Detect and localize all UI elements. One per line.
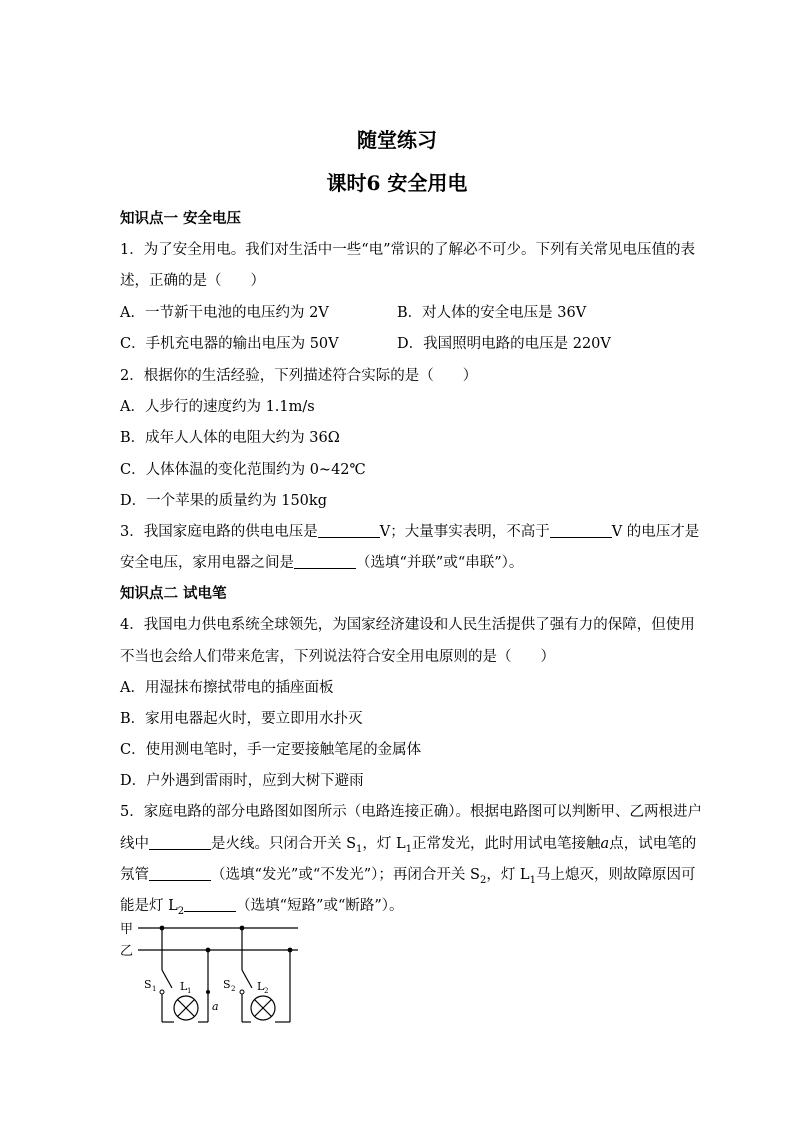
q2-option-c: C．人体体温的变化范围约为 0~42℃ bbox=[120, 462, 366, 478]
q1-option-c: C．手机充电器的输出电压为 50V bbox=[120, 336, 339, 352]
q5-text: ，灯 L bbox=[486, 867, 530, 883]
q2-option-a: A．人步行的速度约为 1.1m/s bbox=[120, 399, 315, 415]
switch-s2-blade bbox=[242, 970, 252, 988]
label-yi: 乙 bbox=[120, 944, 134, 959]
label-l1-sub: 1 bbox=[187, 987, 192, 995]
q4-option-d: D．户外遇到雷雨时，应到大树下避雨 bbox=[120, 773, 364, 789]
circuit-diagram bbox=[118, 916, 308, 1028]
q3-blank-1[interactable] bbox=[318, 522, 380, 538]
subscript: 1 bbox=[405, 843, 413, 855]
label-l2: L bbox=[257, 980, 265, 993]
q1-option-a: A．一节新干电池的电压约为 2V bbox=[120, 305, 329, 321]
subscript: 2 bbox=[177, 905, 185, 917]
q3-text: （选填“并联”或“串联”）。 bbox=[356, 555, 524, 571]
switch-s1-blade bbox=[162, 970, 172, 988]
q5-line2 bbox=[120, 832, 696, 855]
label-s1-sub: 1 bbox=[152, 985, 157, 993]
q5-text: 马上熄灭，则故障原因可 bbox=[535, 867, 696, 883]
q5-text: ，灯 L bbox=[362, 836, 406, 852]
label-jia: 甲 bbox=[120, 922, 134, 937]
lesson-title: 课时6 安全用电 bbox=[326, 171, 468, 195]
q4-stem-line2: 不当也会给人们带来危害，下列说法符合安全用电原则的是（ ） bbox=[120, 649, 555, 665]
q1-stem-line2: 述，正确的是（ ） bbox=[120, 273, 265, 289]
subscript: 2 bbox=[479, 874, 487, 886]
q4-option-a: A．用湿抹布擦拭带电的插座面板 bbox=[120, 680, 334, 696]
junction-dot bbox=[160, 926, 165, 931]
label-l1: L bbox=[180, 980, 188, 993]
q3-blank-3[interactable] bbox=[294, 553, 356, 569]
q3-text: V 的电压才是 bbox=[611, 524, 700, 540]
q5-text: 线中 bbox=[120, 836, 149, 852]
page-title: 随堂练习 bbox=[357, 128, 437, 152]
q4-option-c: C．使用测电笔时，手一定要接触笔尾的金属体 bbox=[120, 742, 422, 758]
label-s2-sub: 2 bbox=[231, 985, 236, 993]
label-s2: S bbox=[223, 978, 231, 991]
label-l2-sub: 2 bbox=[264, 987, 269, 995]
q5-line3 bbox=[120, 863, 695, 886]
q5-text: 点，试电笔的 bbox=[609, 836, 697, 852]
q1-option-b: B．对人体的安全电压是 36V bbox=[397, 305, 587, 321]
q5-line1: 5．家庭电路的部分电路图如图所示（电路连接正确）。根据电路图可以判断甲、乙两根进户 bbox=[120, 804, 702, 820]
q1-stem-line1: 1．为了安全用电。我们对生活中一些“电”常识的了解必不可少。下列有关常见电压值的表 bbox=[120, 242, 696, 258]
q4-option-b: B．家用电器起火时，要立即用水扑灭 bbox=[120, 711, 363, 727]
section-heading-1: 知识点一 安全电压 bbox=[120, 210, 242, 227]
q5-text: 能是灯 L bbox=[120, 898, 178, 914]
q5-blank-3[interactable] bbox=[184, 896, 236, 912]
q5-text: （选填“发光”或“不发光”）；再闭合开关 S bbox=[211, 867, 480, 883]
q1-option-d: D．我国照明电路的电压是 220V bbox=[397, 336, 611, 352]
section-heading-2: 知识点二 试电笔 bbox=[120, 585, 227, 602]
q2-stem: 2．根据你的生活经验，下列描述符合实际的是（ ） bbox=[120, 368, 478, 384]
subscript: 1 bbox=[356, 843, 363, 855]
point-label: a bbox=[600, 836, 610, 852]
q2-option-b: B．成年人人体的电阻大约为 36Ω bbox=[120, 430, 340, 446]
switch-s1-contact bbox=[160, 990, 164, 994]
junction-dot bbox=[288, 948, 293, 953]
switch-s2-contact bbox=[240, 990, 244, 994]
q5-line4 bbox=[120, 894, 404, 917]
label-a: a bbox=[212, 1000, 219, 1013]
q5-text: 是火线。只闭合开关 S bbox=[211, 836, 357, 852]
q5-blank-1[interactable] bbox=[149, 834, 211, 850]
subscript: 1 bbox=[529, 874, 536, 886]
junction-dot bbox=[206, 948, 211, 953]
q4-stem-line1: 4．我国电力供电系统全球领先，为国家经济建设和人民生活提供了强有力的保障，但使用 bbox=[120, 617, 695, 633]
q3-line2 bbox=[120, 551, 523, 572]
q5-text: （选填“短路”或“断路”）。 bbox=[236, 898, 404, 914]
q3-text: 3．我国家庭电路的供电电压是 bbox=[120, 524, 318, 540]
q3-text: V；大量事实表明，不高于 bbox=[379, 524, 550, 540]
q5-text: 正常发光，此时用试电笔接触 bbox=[412, 836, 601, 852]
q5-text: 氖管 bbox=[120, 867, 149, 883]
q5-blank-2[interactable] bbox=[149, 865, 211, 881]
q3-text: 安全电压，家用电器之间是 bbox=[120, 555, 294, 571]
q2-option-d: D．一个苹果的质量约为 150kg bbox=[120, 493, 327, 509]
junction-dot bbox=[240, 926, 245, 931]
q3-blank-2[interactable] bbox=[550, 522, 612, 538]
point-a-dot bbox=[206, 990, 210, 994]
label-s1: S bbox=[144, 978, 152, 991]
q3-line1 bbox=[120, 520, 699, 541]
